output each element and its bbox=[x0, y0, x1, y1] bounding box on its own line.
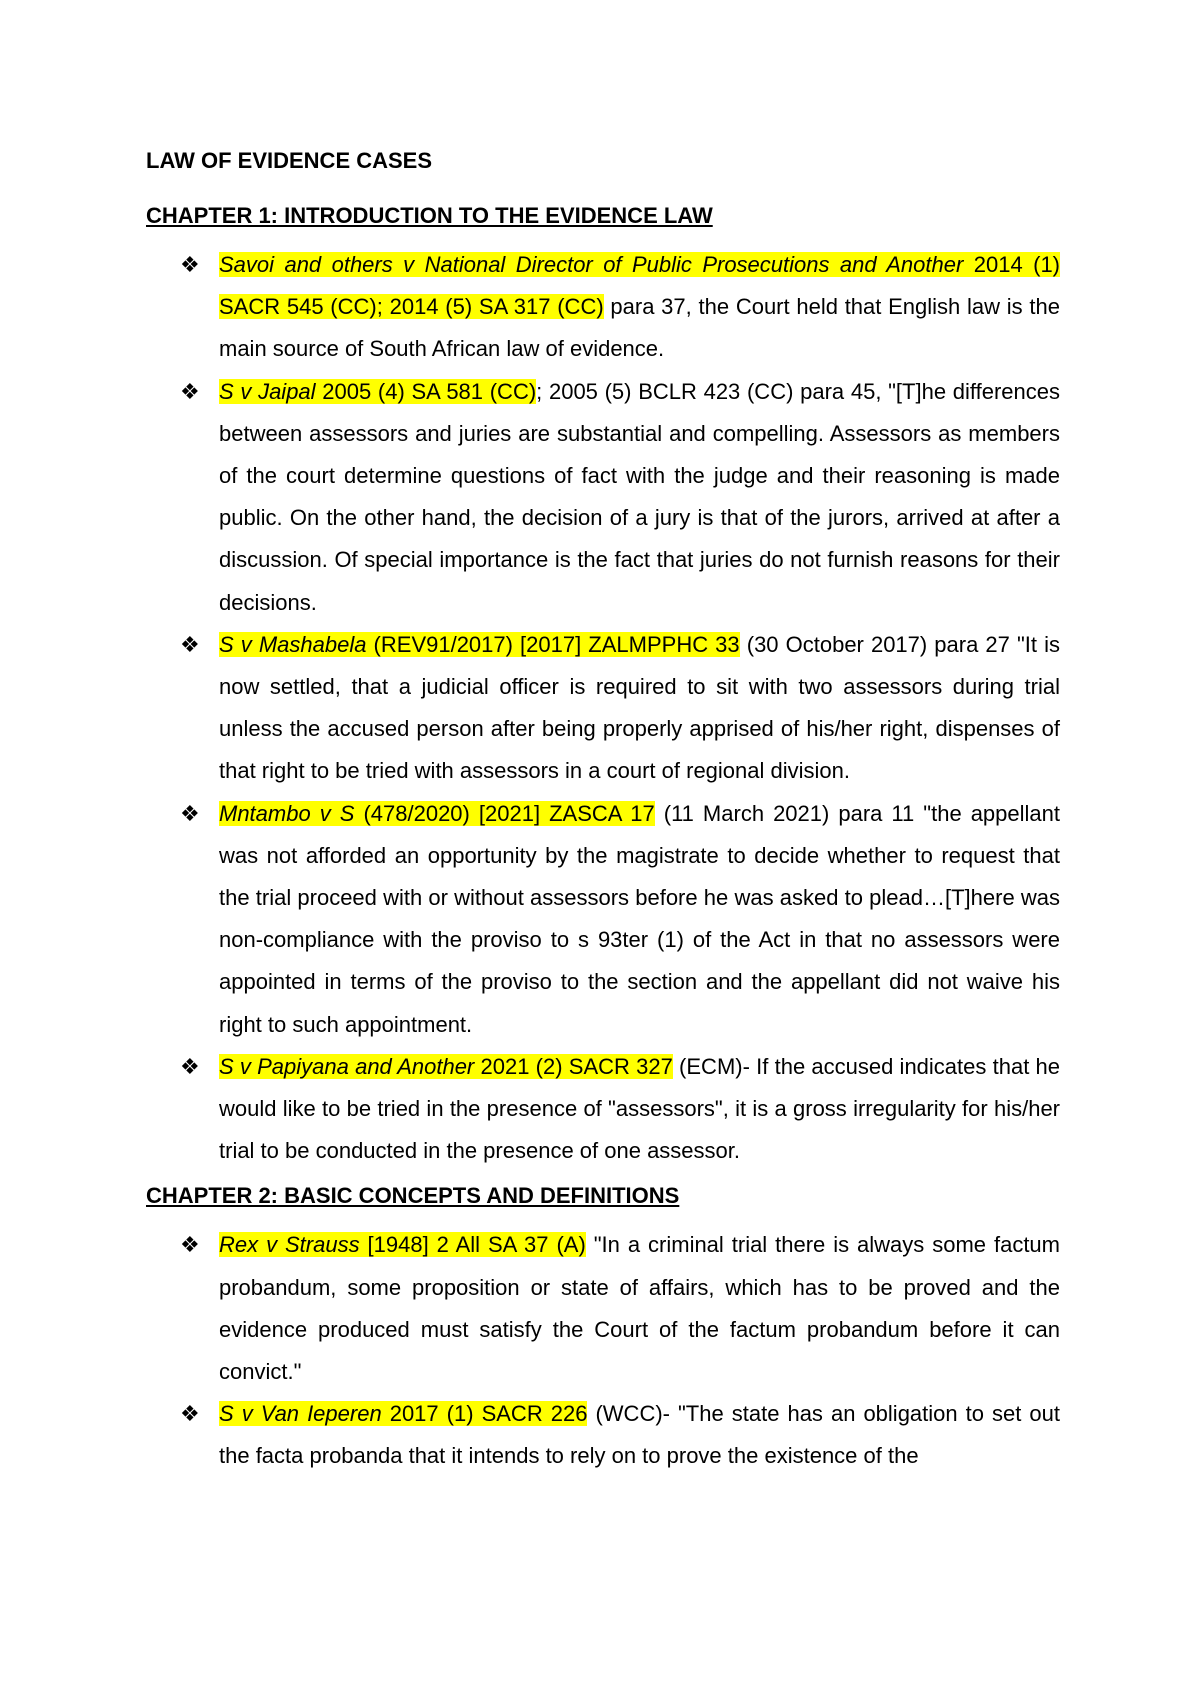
diamond-bullet-icon: ❖ bbox=[180, 1053, 200, 1079]
case-entry bbox=[146, 371, 1060, 624]
case-citation: 2014 (1) SACR 545 (CC); 2014 (5) SA 317 (CC) bbox=[219, 252, 1061, 320]
chapter-2-case-list bbox=[146, 1224, 1060, 1477]
chapter-1-heading: CHAPTER 1: INTRODUCTION TO THE EVIDENCE LAW bbox=[146, 203, 713, 228]
diamond-bullet-icon: ❖ bbox=[180, 252, 200, 277]
case-name: Mntambo v S bbox=[219, 800, 355, 826]
case-entry bbox=[146, 244, 1060, 371]
case-entry bbox=[146, 793, 1060, 1046]
case-citation: (478/2020) [2021] ZASCA 17 bbox=[354, 800, 655, 826]
case-citation: (REV91/2017) [2017] ZALMPPHC 33 bbox=[366, 631, 740, 657]
case-citation: 2017 (1) SACR 226 bbox=[381, 1401, 588, 1427]
case-name: S v Papiyana and Another bbox=[219, 1053, 475, 1079]
case-highlight bbox=[219, 801, 655, 826]
case-highlight bbox=[219, 379, 536, 404]
case-entry bbox=[146, 1224, 1060, 1393]
document-title: LAW OF EVIDENCE CASES bbox=[146, 148, 433, 173]
diamond-bullet-icon: ❖ bbox=[180, 1401, 200, 1427]
case-citation: [1948] 2 All SA 37 (A) bbox=[359, 1232, 586, 1258]
case-entry bbox=[146, 1046, 1060, 1173]
case-name: S v Jaipal bbox=[219, 378, 316, 404]
case-highlight bbox=[219, 1054, 673, 1079]
case-text: (30 October 2017) para 27 "It is now settled, that a judicial officer is required to sit with two assessors during trial unless the accused person after being properly apprised of his/her right, dispenses of that right to be tried with assessors in a court of regional division. bbox=[219, 631, 1060, 784]
case-name: Rex v Strauss bbox=[219, 1232, 360, 1258]
case-text: (ECM)- If the accused indicates that he would like to be tried in the presence of "assessors", it is a gross irregularity for his/her trial to be conducted in the presence of one assessor. bbox=[219, 1053, 1061, 1164]
case-highlight bbox=[219, 1401, 587, 1426]
diamond-bullet-icon: ❖ bbox=[180, 800, 200, 826]
case-entry bbox=[146, 1393, 1060, 1477]
case-highlight bbox=[219, 632, 740, 657]
case-text: (WCC)- "The state has an obligation to set out the facta probanda that it intends to rely on to prove the existence of the bbox=[219, 1401, 1060, 1469]
chapter-2-heading: CHAPTER 2: BASIC CONCEPTS AND DEFINITIONS bbox=[146, 1183, 680, 1209]
case-citation: 2005 (4) SA 581 (CC) bbox=[315, 378, 537, 404]
case-name: Savoi and others v National Director of Public Prosecutions and Another bbox=[219, 252, 964, 277]
diamond-bullet-icon: ❖ bbox=[180, 378, 200, 404]
case-citation: 2021 (2) SACR 327 bbox=[474, 1053, 673, 1079]
chapter-1-case-list bbox=[146, 244, 1060, 1172]
case-name: S v Mashabela bbox=[219, 631, 367, 657]
case-text: para 37, the Court held that English law is the main source of South African law of evidence. bbox=[219, 294, 1060, 362]
case-entry bbox=[146, 624, 1060, 793]
case-text: (11 March 2021) para 11 "the appellant was not afforded an opportunity by the magistrate to decide whether to request that the trial proceed with or without assessors before he was asked to plead…[T]here was non-compliance with the proviso to s 93ter (1) of the Act in that no assessors were appointed in terms of the proviso to the section and the appellant did not waive his right to such appointment. bbox=[219, 800, 1060, 1037]
diamond-bullet-icon: ❖ bbox=[180, 631, 200, 657]
case-text: "In a criminal trial there is always some factum probandum, some proposition or state of affairs, which has to be proved and the evidence produced must satisfy the Court of the factum probandum before it can convict." bbox=[219, 1232, 1060, 1385]
case-highlight bbox=[219, 1232, 586, 1257]
diamond-bullet-icon: ❖ bbox=[180, 1232, 200, 1258]
case-text: ; 2005 (5) BCLR 423 (CC) para 45, "[T]he differences between assessors and juries are substantial and compelling. Assessors as members of the court determine questions of fact with the judge and their reasoning is made public. On the other hand, the decision of a jury is that of the jurors, arrived at after a discussion. Of special importance is the fact that juries do not furnish reasons for their decisions. bbox=[219, 378, 1060, 615]
case-name: S v Van Ieperen bbox=[219, 1401, 382, 1427]
